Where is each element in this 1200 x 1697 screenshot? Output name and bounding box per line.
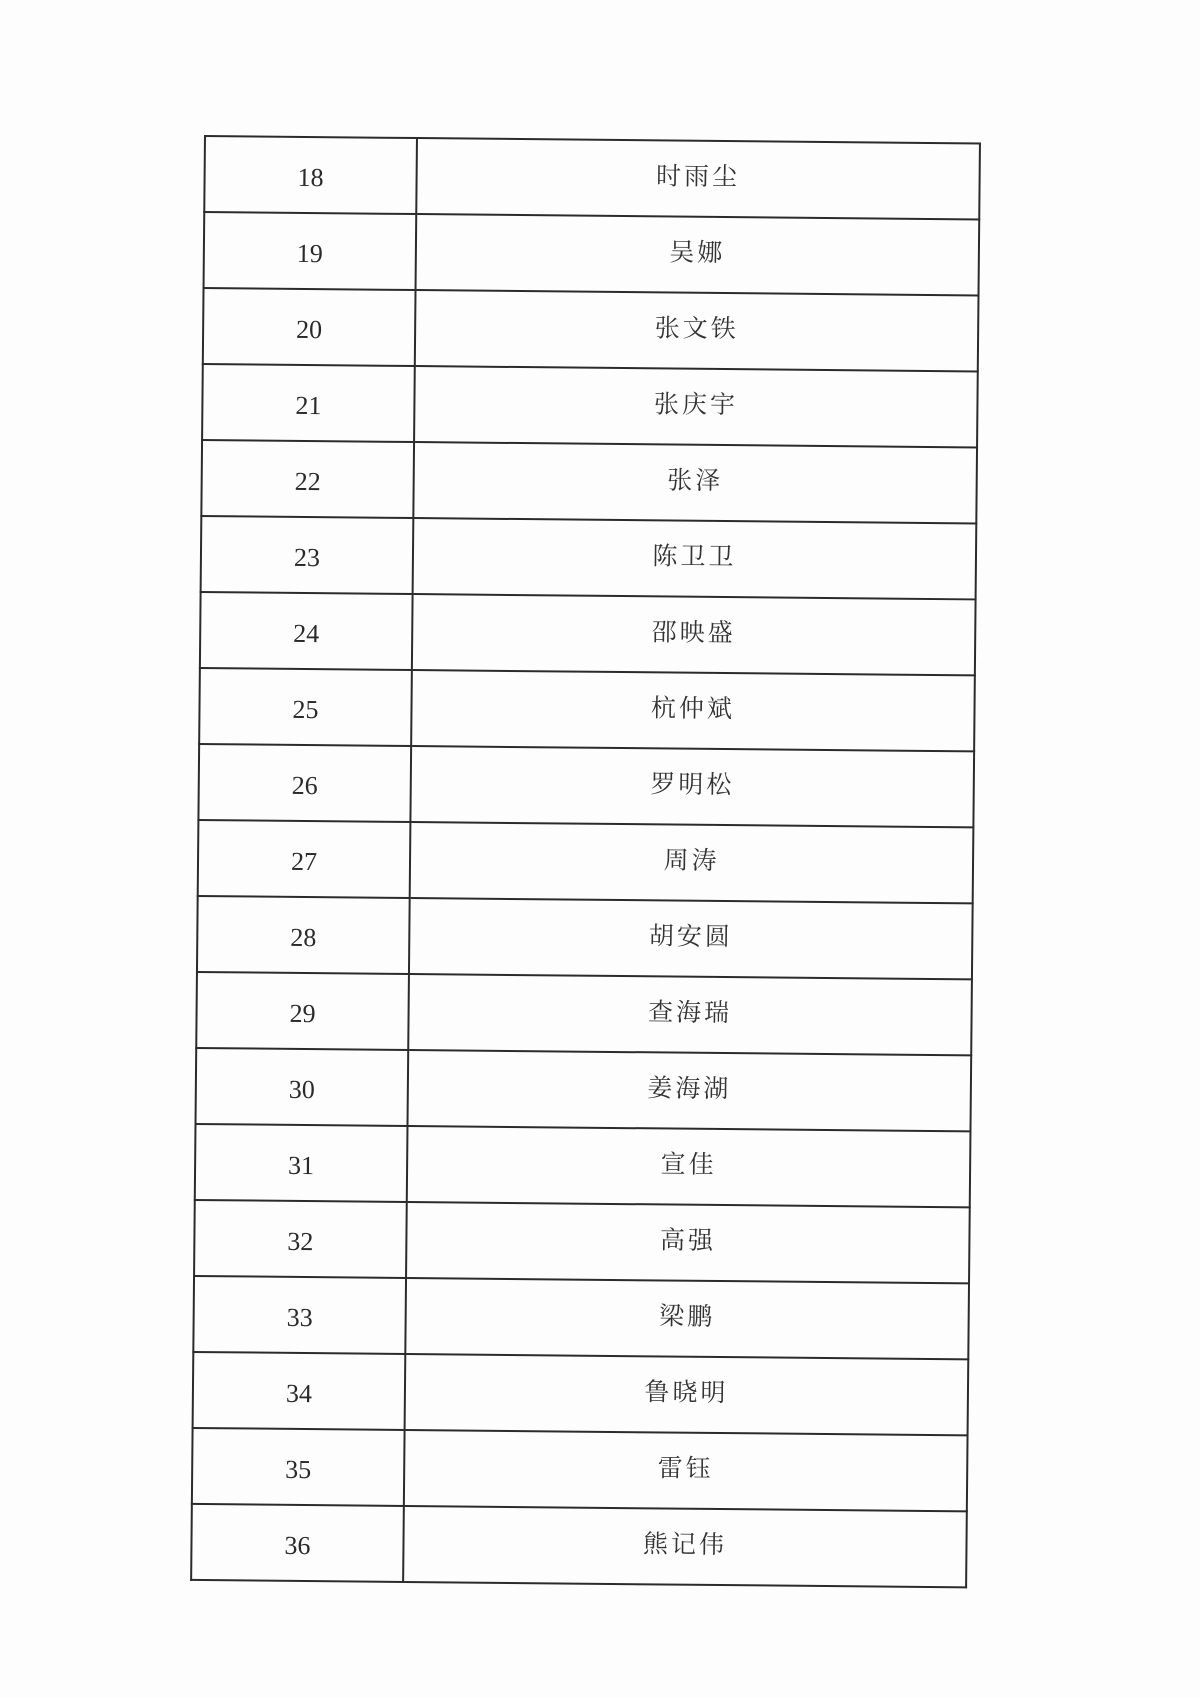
row-name: 时雨尘 <box>416 138 980 219</box>
row-name: 姜海湖 <box>407 1050 971 1131</box>
row-name: 高强 <box>406 1202 970 1283</box>
row-index: 22 <box>201 440 414 518</box>
row-index: 26 <box>198 744 411 822</box>
row-name: 罗明松 <box>410 746 974 827</box>
table-row <box>200 592 976 675</box>
row-index: 20 <box>203 288 416 366</box>
row-index: 18 <box>204 136 417 214</box>
row-index: 33 <box>193 1276 406 1354</box>
row-index: 23 <box>201 516 414 594</box>
table-row <box>193 1276 969 1359</box>
row-name: 周涛 <box>410 822 974 903</box>
row-index: 31 <box>195 1124 408 1202</box>
row-name: 吴娜 <box>416 214 980 295</box>
row-name: 陈卫卫 <box>413 518 977 599</box>
table-row <box>192 1428 968 1511</box>
name-list-table-wrapper <box>190 135 981 1588</box>
row-index: 34 <box>193 1352 406 1430</box>
row-index: 24 <box>200 592 413 670</box>
row-index: 30 <box>196 1048 409 1126</box>
row-name: 雷钰 <box>404 1430 968 1511</box>
row-name: 胡安圆 <box>409 898 973 979</box>
row-name: 张文铁 <box>415 290 979 371</box>
row-name: 熊记伟 <box>403 1506 967 1587</box>
table-row <box>196 972 972 1055</box>
name-list-table <box>190 135 981 1588</box>
table-row <box>203 288 979 371</box>
table-row <box>204 136 980 219</box>
row-name: 梁鹏 <box>405 1278 969 1359</box>
table-row <box>198 744 974 827</box>
row-name: 鲁晓明 <box>405 1354 969 1435</box>
table-row <box>195 1124 971 1207</box>
row-index: 29 <box>196 972 409 1050</box>
table-row <box>193 1352 969 1435</box>
row-name: 查海瑞 <box>408 974 972 1055</box>
table-row <box>197 896 973 979</box>
table-row <box>201 440 977 523</box>
row-name: 张泽 <box>413 442 977 523</box>
row-name: 杭仲斌 <box>411 670 975 751</box>
table-row <box>201 516 977 599</box>
table-row <box>198 820 974 903</box>
row-name: 邵映盛 <box>412 594 976 675</box>
row-index: 32 <box>194 1200 407 1278</box>
row-index: 19 <box>204 212 417 290</box>
table-row <box>196 1048 972 1131</box>
table-row <box>199 668 975 751</box>
row-name: 张庆宇 <box>414 366 978 447</box>
row-index: 25 <box>199 668 412 746</box>
table-row <box>194 1200 970 1283</box>
row-index: 35 <box>192 1428 405 1506</box>
table-row <box>191 1504 967 1587</box>
row-name: 宣佳 <box>407 1126 971 1207</box>
row-index: 27 <box>198 820 411 898</box>
table-row <box>202 364 978 447</box>
row-index: 28 <box>197 896 410 974</box>
row-index: 21 <box>202 364 415 442</box>
row-index: 36 <box>191 1504 404 1582</box>
table-body <box>191 136 980 1587</box>
table-row <box>204 212 980 295</box>
